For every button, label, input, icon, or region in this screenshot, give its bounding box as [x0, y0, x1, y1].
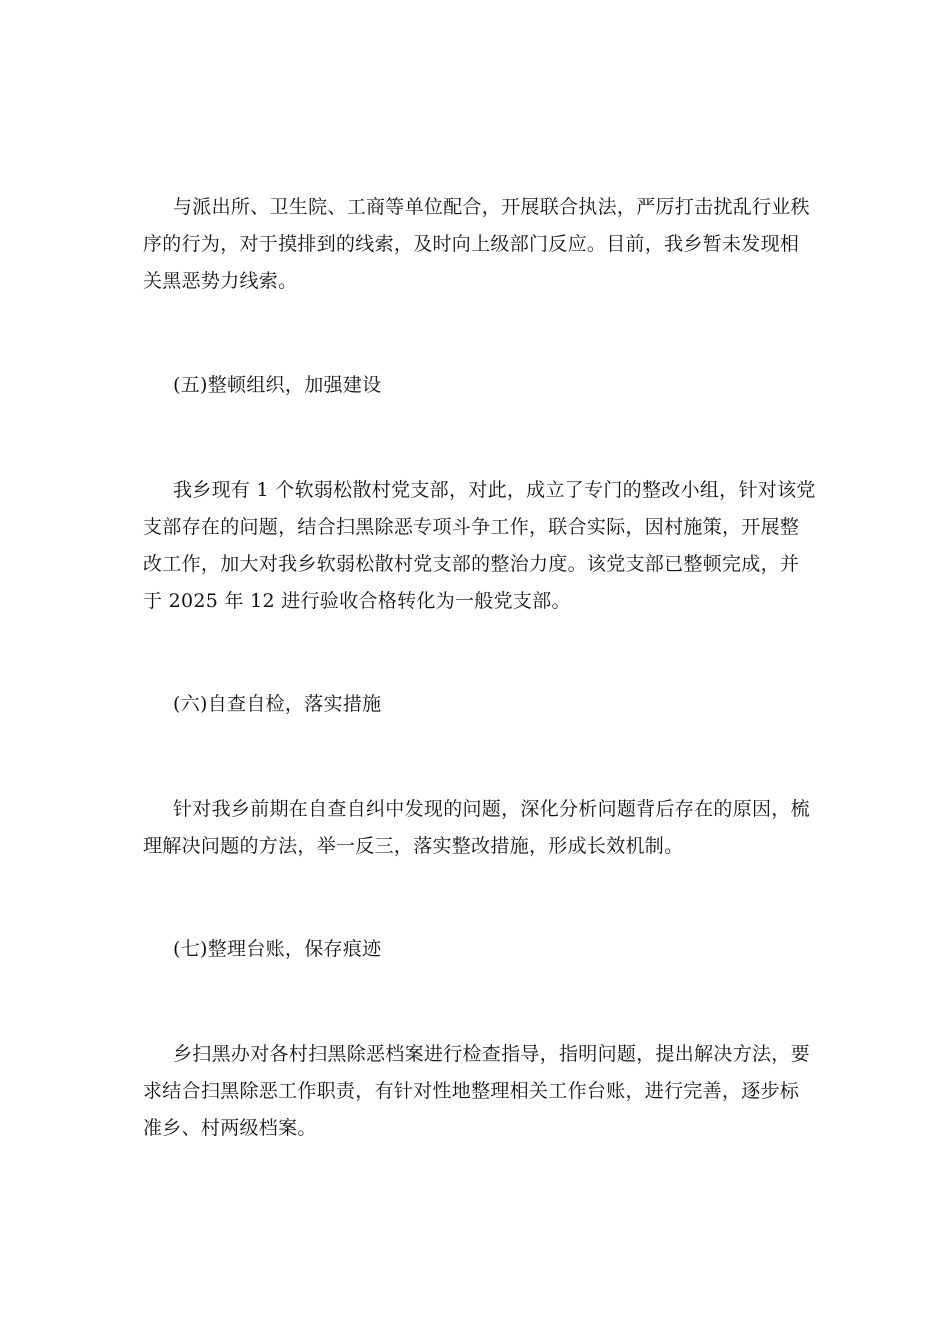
paragraph-line: 关黑恶势力线索。 — [143, 270, 298, 292]
paragraph-line: 求结合扫黑除恶工作职责，有针对性地整理相关工作台账，进行完善，逐步标 — [143, 1080, 800, 1102]
paragraph-line: 与派出所、卫生院、工商等单位配合，开展联合执法，严厉打击扰乱行业秩 — [173, 196, 810, 218]
paragraph-line: 于 2025 年 12 进行验收合格转化为一般党支部。 — [143, 590, 571, 612]
paragraph-line: 支部存在的问题，结合扫黑除恶专项斗争工作，联合实际，因村施策，开展整 — [143, 516, 800, 538]
paragraph-line: 我乡现有 1 个软弱松散村党支部，对此，成立了专门的整改小组，针对该党 — [173, 479, 816, 501]
paragraph-line: 理解决问题的方法，举一反三，落实整改措施，形成长效机制。 — [143, 835, 684, 857]
section-heading-7: (七)整理台账，保存痕迹 — [173, 938, 382, 960]
paragraph-line: 针对我乡前期在自查自纠中发现的问题，深化分析问题背后存在的原因，梳 — [173, 798, 810, 820]
paragraph-line: 序的行为，对于摸排到的线索，及时向上级部门反应。目前，我乡暂未发现相 — [143, 233, 800, 255]
paragraph-line: 准乡、村两级档案。 — [143, 1117, 317, 1139]
paragraph-line: 改工作，加大对我乡软弱松散村党支部的整治力度。该党支部已整顿完成，并 — [143, 553, 800, 575]
section-heading-6: (六)自查自检，落实措施 — [173, 693, 382, 715]
paragraph-line: 乡扫黑办对各村扫黑除恶档案进行检查指导，指明问题，提出解决方法，要 — [173, 1043, 810, 1065]
section-heading-5: (五)整顿组织，加强建设 — [173, 374, 382, 396]
